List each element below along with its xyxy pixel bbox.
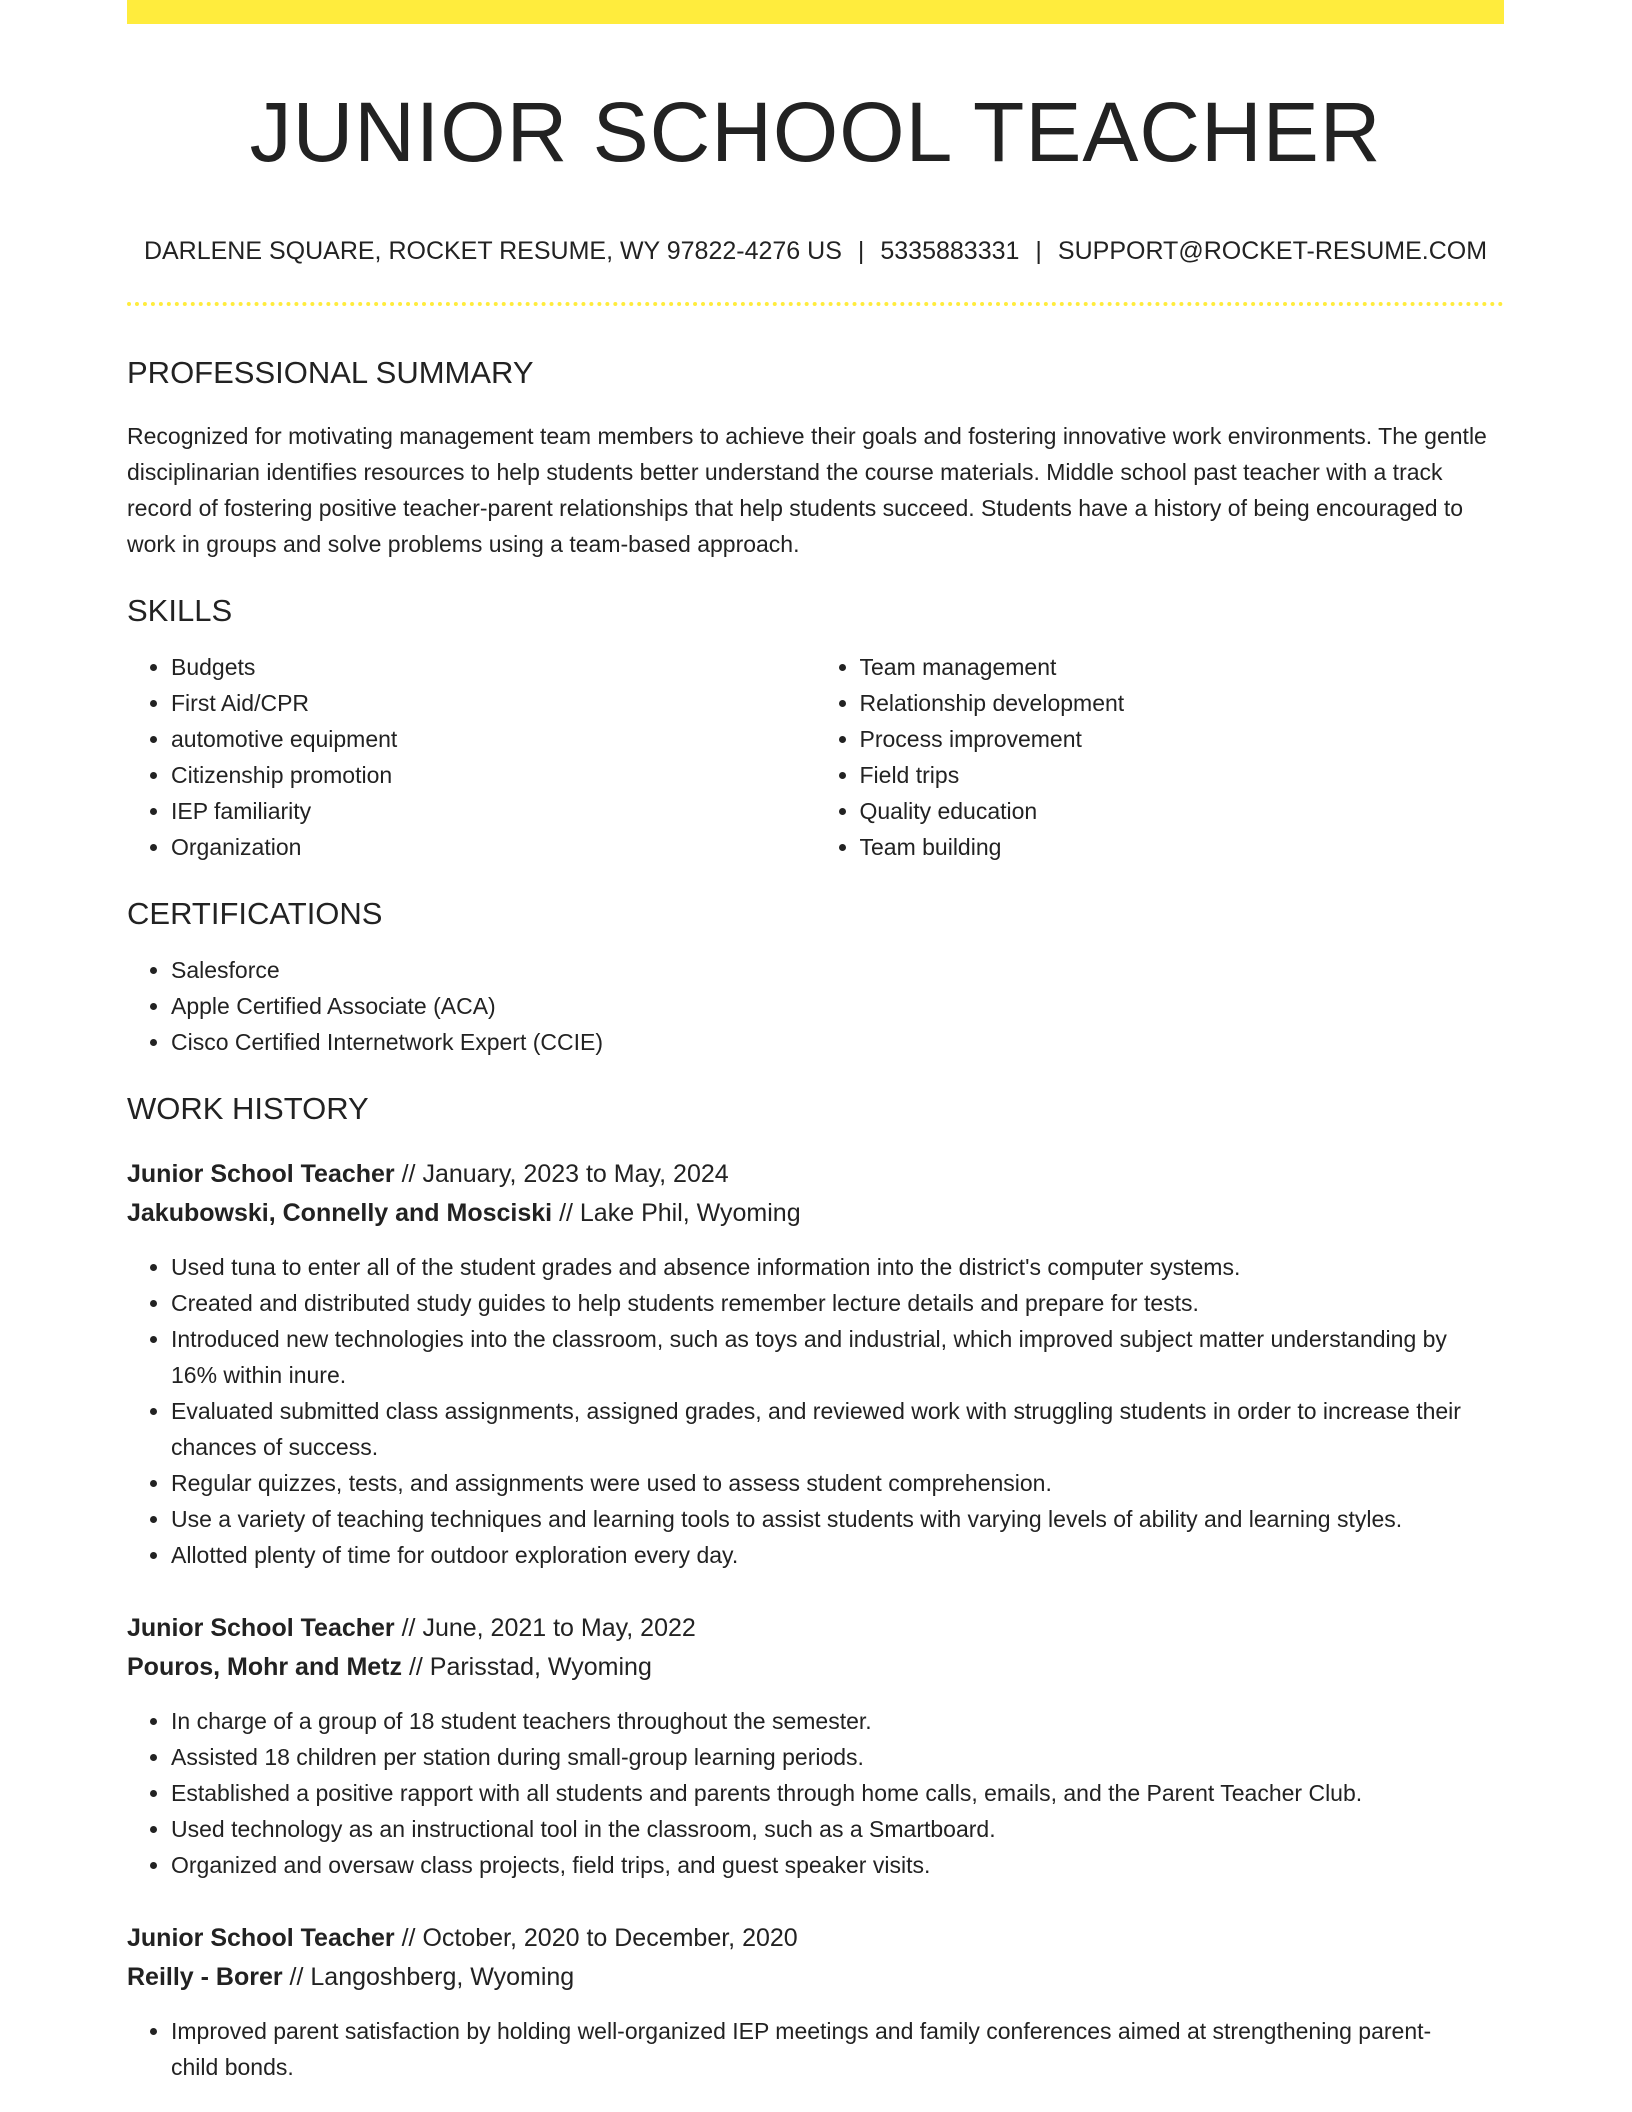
resume-page xyxy=(127,0,1504,2085)
contact-separator: | xyxy=(857,237,865,266)
contact-separator: | xyxy=(1035,237,1042,266)
summary-heading: PROFESSIONAL SUMMARY xyxy=(127,355,534,391)
job-company: Reilly - Borer xyxy=(127,1963,283,1992)
job-company: Jakubowski, Connelly and Mosciski xyxy=(127,1199,553,1228)
job-title-line xyxy=(127,1609,1504,1648)
skills-list xyxy=(127,649,1504,865)
job-duties xyxy=(127,1703,1504,1883)
job-duty: • Assisted 18 children per station during small-group learning periods. xyxy=(171,1739,1504,1775)
skill-item: • Citizenship promotion xyxy=(171,757,816,793)
certification-item: • Salesforce xyxy=(171,952,1504,988)
skill-item: • First Aid/CPR xyxy=(171,685,816,721)
skill-item: • Field trips xyxy=(860,757,1505,793)
skill-item: • Organization xyxy=(171,829,816,865)
accent-bar xyxy=(127,0,1504,24)
job-dates: // June, 2021 to May, 2022 xyxy=(394,1614,696,1643)
job-duty: • Allotted plenty of time for outdoor exploration every day. xyxy=(171,1537,1504,1573)
job-role: Junior School Teacher xyxy=(127,1614,395,1643)
job-entry xyxy=(127,1919,1504,2085)
job-duty: • Organized and oversaw class projects, field trips, and guest speaker visits. xyxy=(171,1847,1504,1883)
work-history-heading: WORK HISTORY xyxy=(127,1090,369,1126)
job-company-line xyxy=(127,1648,1504,1687)
job-location: // Langoshberg, Wyoming xyxy=(282,1963,575,1992)
job-entry xyxy=(127,1609,1504,1883)
certifications-heading: CERTIFICATIONS xyxy=(127,895,383,931)
job-duty: • Use a variety of teaching techniques and learning tools to assist students with varying levels of ability and learning styles. xyxy=(171,1501,1504,1537)
job-duty: • Introduced new technologies into the classroom, such as toys and industrial, which improved subject matter understanding by 16% within inure. xyxy=(171,1321,1504,1393)
job-role: Junior School Teacher xyxy=(127,1924,395,1953)
skill-item: • Process improvement xyxy=(860,721,1505,757)
skill-item: • Relationship development xyxy=(860,685,1505,721)
job-company-line xyxy=(127,1194,1504,1233)
job-dates: // January, 2023 to May, 2024 xyxy=(394,1160,729,1189)
resume-title: JUNIOR SCHOOL TEACHER xyxy=(249,85,1382,179)
job-entry xyxy=(127,1155,1504,1573)
skills-column-right xyxy=(816,649,1505,865)
job-duty: • Used tuna to enter all of the student grades and absence information into the district's computer systems. xyxy=(171,1249,1504,1285)
job-role: Junior School Teacher xyxy=(127,1160,395,1189)
job-location: // Parisstad, Wyoming xyxy=(402,1653,652,1682)
certification-item: • Apple Certified Associate (ACA) xyxy=(171,988,1504,1024)
job-location: // Lake Phil, Wyoming xyxy=(552,1199,801,1228)
certification-item: • Cisco Certified Internetwork Expert (CCIE) xyxy=(171,1024,1504,1060)
job-duty: • Used technology as an instructional tool in the classroom, such as a Smartboard. xyxy=(171,1811,1504,1847)
summary-text: Recognized for motivating management team members to achieve their goals and fostering innovative work environments. The gentle disciplinarian identifies resources to help students better understand the course materials. Middle school past teacher with a track record of fostering positive teacher-parent relationships that help students succeed. Students have a history of being encouraged to work in groups and solve problems using a team-based approach. xyxy=(127,422,1487,557)
contact-email: SUPPORT@ROCKET-RESUME.COM xyxy=(1057,237,1488,266)
job-duties xyxy=(127,2013,1504,2085)
job-title-line xyxy=(127,1919,1504,1958)
skill-item: • Budgets xyxy=(171,649,816,685)
job-duties xyxy=(127,1249,1504,1573)
job-duty: • Improved parent satisfaction by holding well-organized IEP meetings and family conferences aimed at strengthening parent-child bonds. xyxy=(171,2013,1504,2085)
skill-item: • automotive equipment xyxy=(171,721,816,757)
job-dates: // October, 2020 to December, 2020 xyxy=(394,1924,798,1953)
job-duty: • Created and distributed study guides to help students remember lecture details and prepare for tests. xyxy=(171,1285,1504,1321)
skill-item: • IEP familiarity xyxy=(171,793,816,829)
skills-heading: SKILLS xyxy=(127,592,233,628)
job-duty: • Evaluated submitted class assignments, assigned grades, and reviewed work with struggling students in order to increase their chances of success. xyxy=(171,1393,1504,1465)
contact-phone: 5335883331 xyxy=(880,237,1020,266)
job-duty: • In charge of a group of 18 student teachers throughout the semester. xyxy=(171,1703,1504,1739)
contact-address: DARLENE SQUARE, ROCKET RESUME, WY 97822-4276 US xyxy=(143,237,842,266)
skill-item: • Quality education xyxy=(860,793,1505,829)
dotted-divider xyxy=(127,302,1504,306)
skill-item: • Team management xyxy=(860,649,1505,685)
skills-column-left xyxy=(127,649,816,865)
contact-line xyxy=(127,236,1504,266)
job-duty: • Established a positive rapport with all students and parents through home calls, emails, and the Parent Teacher Club. xyxy=(171,1775,1504,1811)
job-duty: • Regular quizzes, tests, and assignments were used to assess student comprehension. xyxy=(171,1465,1504,1501)
job-company-line xyxy=(127,1958,1504,1997)
certifications-list xyxy=(127,952,1504,1060)
job-company: Pouros, Mohr and Metz xyxy=(127,1653,402,1682)
job-title-line xyxy=(127,1155,1504,1194)
skill-item: • Team building xyxy=(860,829,1505,865)
